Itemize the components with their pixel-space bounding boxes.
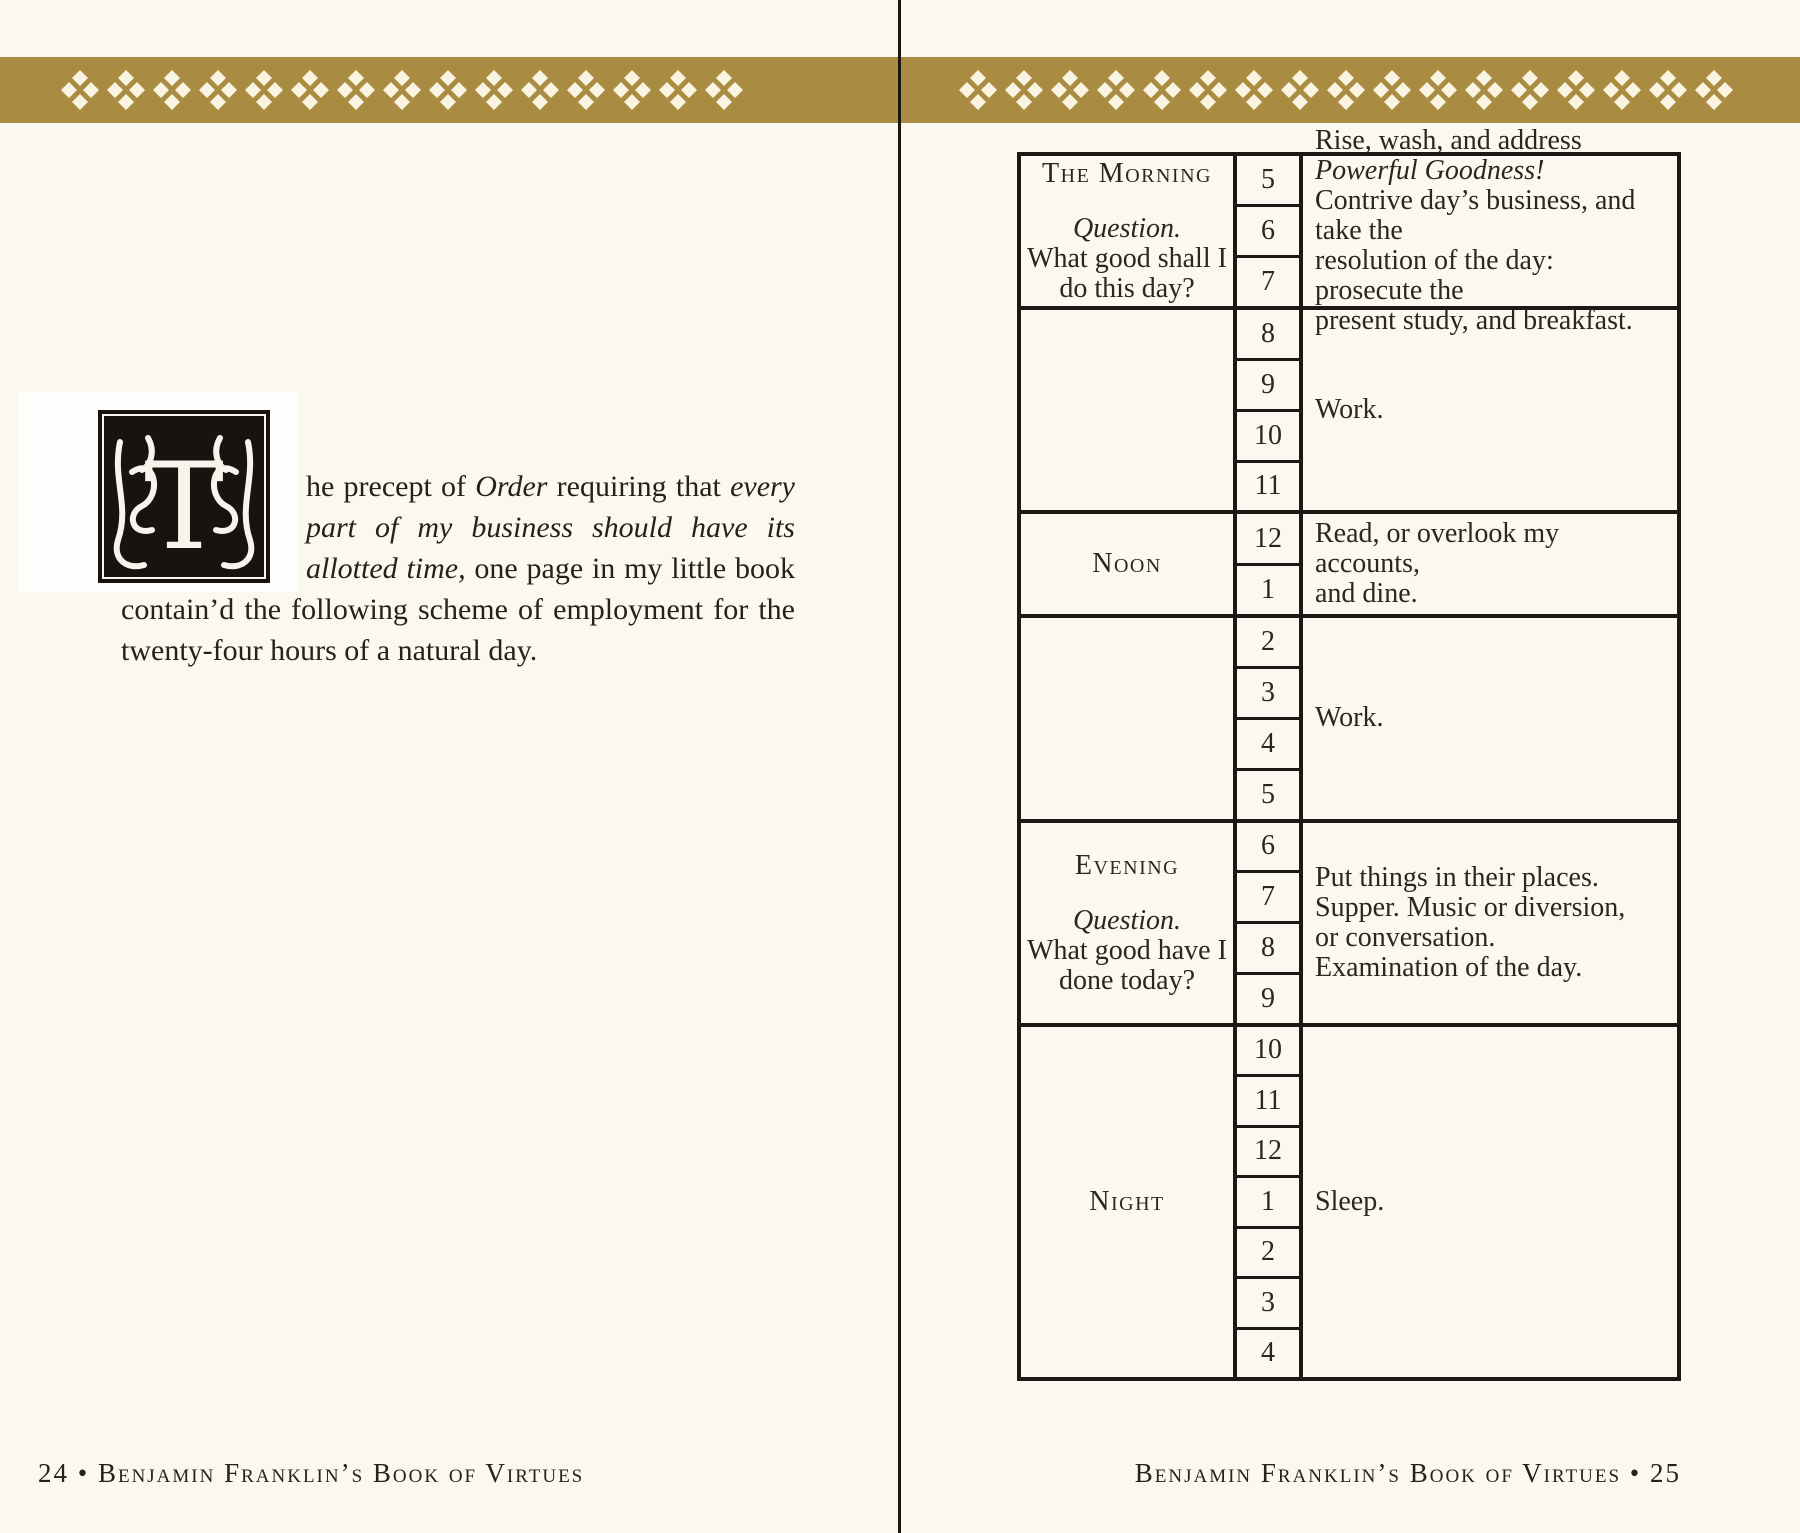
question-line: done today? <box>1058 964 1196 996</box>
hour-cell: 1 <box>1261 574 1275 606</box>
diamond-cluster-ornament <box>1418 67 1458 113</box>
schedule-section <box>1021 125 1677 337</box>
diamond-cluster-ornament <box>106 67 146 113</box>
question-block <box>1027 906 1227 996</box>
diamond-cluster-ornament <box>1464 67 1504 113</box>
page-gutter-line <box>898 0 901 1533</box>
diamond-cluster-ornament <box>1142 67 1182 113</box>
schedule-section <box>1021 514 1677 618</box>
diamond-cluster-ornament <box>290 67 330 113</box>
diamond-cluster-ornament <box>1694 67 1734 113</box>
hour-cell: 12 <box>1237 1128 1299 1178</box>
period-title: Noon <box>1092 548 1162 580</box>
hour-cell: 2 <box>1237 1229 1299 1279</box>
drop-cap-letter: T <box>143 438 225 577</box>
text-run-italic: every <box>730 470 795 503</box>
diamond-cluster-ornament <box>1234 67 1274 113</box>
diamond-cluster-ornament <box>198 67 238 113</box>
activity-cell <box>1303 1027 1677 1377</box>
period-label-cell <box>1021 156 1237 306</box>
running-footer-right: Benjamin Franklin’s Book of Virtues • 25 <box>1134 1458 1681 1488</box>
diamond-cluster-ornament <box>566 67 606 113</box>
schedule-table <box>1017 125 1681 1381</box>
text-run: requiring that <box>547 470 731 503</box>
diamond-cluster-ornament <box>612 67 652 113</box>
ornament-row-right <box>958 57 1734 123</box>
hour-cell: 11 <box>1254 470 1282 502</box>
paragraph-line <box>306 548 795 589</box>
activity-line: or conversation. <box>1315 921 1496 953</box>
hour-cell: 3 <box>1237 669 1299 720</box>
hour-cell: 8 <box>1237 924 1299 975</box>
activity-cell <box>1303 823 1677 1023</box>
activity-line: Powerful Goodness! <box>1315 155 1545 187</box>
diamond-cluster-ornament <box>60 67 100 113</box>
diamond-cluster-ornament <box>382 67 422 113</box>
question-line: do this day? <box>1059 273 1195 305</box>
hour-cell: 7 <box>1237 873 1299 924</box>
activity-line: Read, or overlook my accounts, <box>1315 518 1560 580</box>
diamond-cluster-ornament <box>1188 67 1228 113</box>
activity-line: Sleep. <box>1315 1185 1385 1217</box>
diamond-cluster-ornament <box>244 67 284 113</box>
text-run: one page in my little book <box>465 552 795 585</box>
ornament-row-left <box>60 57 744 123</box>
diamond-cluster-ornament <box>336 67 376 113</box>
running-footer-left: 24 • Benjamin Franklin’s Book of Virtues <box>38 1458 585 1488</box>
hour-cell: 8 <box>1237 310 1299 361</box>
diamond-cluster-ornament <box>1004 67 1044 113</box>
diamond-cluster-ornament <box>520 67 560 113</box>
hour-cell: 11 <box>1237 1077 1299 1127</box>
hour-cell: 2 <box>1237 618 1299 669</box>
activity-cell <box>1303 514 1677 614</box>
question-line: What good shall I <box>1027 243 1227 275</box>
hour-cell: 7 <box>1261 266 1275 298</box>
hour-cell: 12 <box>1237 514 1299 566</box>
diamond-cluster-ornament <box>1372 67 1412 113</box>
paragraph-line: twenty-four hours of a natural day. <box>121 634 538 667</box>
period-label-cell <box>1021 514 1237 614</box>
question-block <box>1027 214 1227 304</box>
hour-cell: 1 <box>1237 1178 1299 1228</box>
diamond-cluster-ornament <box>658 67 698 113</box>
activity-line: Work. <box>1315 702 1384 734</box>
diamond-cluster-ornament <box>1280 67 1320 113</box>
period-title: Night <box>1089 1185 1165 1217</box>
hours-column <box>1237 514 1303 614</box>
diamond-cluster-ornament <box>704 67 744 113</box>
schedule-section <box>1021 1027 1677 1377</box>
activity-cell <box>1303 125 1677 337</box>
activity-line: Put things in their places. <box>1315 861 1599 893</box>
diamond-cluster-ornament <box>958 67 998 113</box>
period-label-cell <box>1021 310 1237 510</box>
hour-cell: 9 <box>1261 982 1275 1014</box>
paragraph-line: part of my business should have its <box>306 511 795 544</box>
activity-line: and dine. <box>1315 578 1418 610</box>
activity-line: Examination of the day. <box>1315 951 1583 983</box>
question-label: Question. <box>1072 904 1182 936</box>
hours-column <box>1237 1027 1303 1377</box>
hours-column <box>1237 310 1303 510</box>
text-run: he precept of <box>306 470 476 503</box>
hours-column <box>1237 156 1303 306</box>
hour-cell: 5 <box>1237 156 1299 207</box>
text-run-italic: Order <box>475 470 548 503</box>
hour-cell: 4 <box>1237 720 1299 771</box>
activity-line: Supper. Music or diversion, <box>1315 891 1626 923</box>
hour-cell: 3 <box>1237 1279 1299 1329</box>
paragraph-line <box>306 466 795 507</box>
activity-line: resolution of the day: prosecute the <box>1315 245 1554 307</box>
period-title: Evening <box>1074 849 1180 881</box>
activity-cell <box>1303 310 1677 510</box>
hour-cell: 4 <box>1261 1337 1275 1369</box>
schedule-section <box>1021 310 1677 514</box>
question-line: What good have I <box>1027 934 1227 966</box>
period-label-cell <box>1021 1027 1237 1377</box>
hour-cell: 9 <box>1237 361 1299 412</box>
period-label-cell <box>1021 618 1237 818</box>
activity-line: Rise, wash, and address <box>1315 125 1582 157</box>
hours-column <box>1237 618 1303 818</box>
hour-cell: 6 <box>1237 207 1299 258</box>
diamond-cluster-ornament <box>1510 67 1550 113</box>
hours-column <box>1237 823 1303 1023</box>
diamond-cluster-ornament <box>1050 67 1090 113</box>
diamond-cluster-ornament <box>1648 67 1688 113</box>
schedule-section <box>1021 618 1677 822</box>
activity-line: present study, and breakfast. <box>1315 305 1633 337</box>
diamond-cluster-ornament <box>1556 67 1596 113</box>
diamond-cluster-ornament <box>1326 67 1366 113</box>
period-label-cell <box>1021 823 1237 1023</box>
drop-cap-T-icon <box>98 410 270 583</box>
hour-cell: 10 <box>1237 412 1299 463</box>
activity-cell <box>1303 618 1677 818</box>
diamond-cluster-ornament <box>474 67 514 113</box>
paragraph-line: contain’d the following scheme of employment for the <box>121 593 795 626</box>
diamond-cluster-ornament <box>1602 67 1642 113</box>
diamond-cluster-ornament <box>1096 67 1136 113</box>
hour-cell: 6 <box>1237 823 1299 874</box>
schedule-section <box>1021 823 1677 1027</box>
hour-cell: 5 <box>1261 778 1275 810</box>
activity-line: Work. <box>1315 394 1384 426</box>
activity-line: Contrive day’s business, and take the <box>1315 185 1636 247</box>
question-label: Question. <box>1072 213 1182 245</box>
period-title: The Morning <box>1042 158 1212 190</box>
hour-cell: 10 <box>1237 1027 1299 1077</box>
text-run-italic: allotted time, <box>306 552 466 585</box>
drop-cap-woodcut <box>98 410 270 583</box>
diamond-cluster-ornament <box>152 67 192 113</box>
diamond-cluster-ornament <box>428 67 468 113</box>
